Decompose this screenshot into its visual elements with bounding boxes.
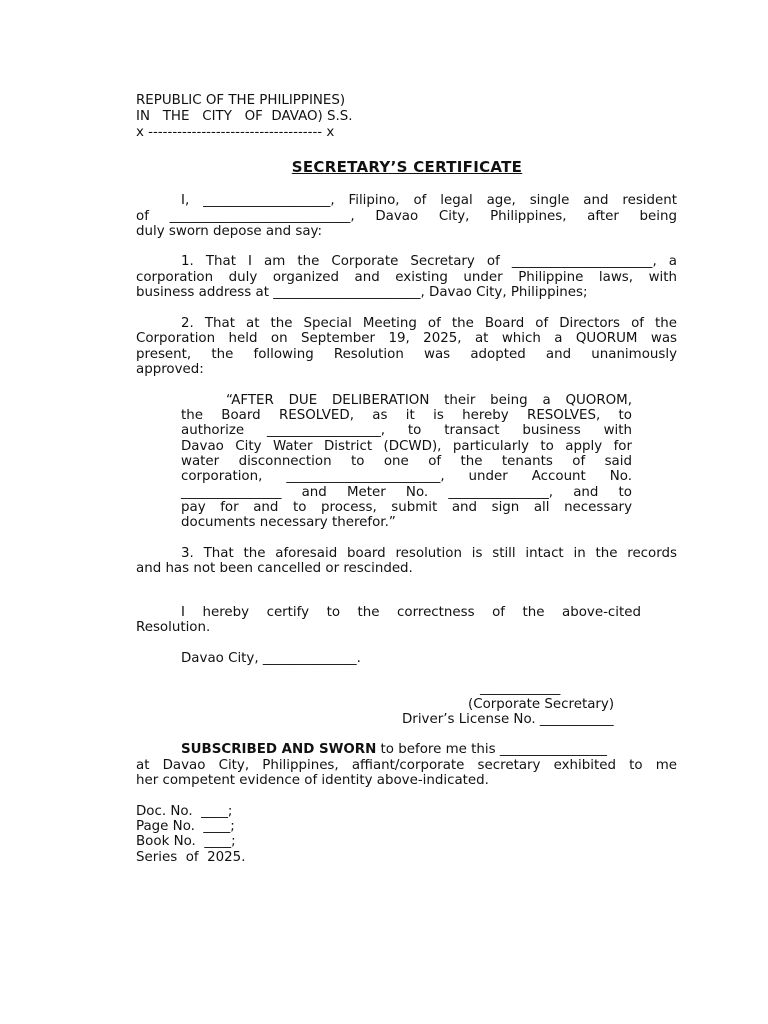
para2-line-2: Corporation held on September 19, 2025, at which a QUORUM was bbox=[136, 331, 677, 346]
venue-line-3: x ------------------------------------ x bbox=[136, 125, 335, 140]
jurat-line-3: her competent evidence of identity above-indicated. bbox=[136, 773, 489, 788]
venue-line-2: IN THE CITY OF DAVAO) S.S. bbox=[136, 109, 353, 124]
para2-line-3: present, the following Resolution was adopted and unanimously bbox=[136, 347, 677, 362]
signatory-role: (Corporate Secretary) bbox=[468, 697, 615, 712]
jurat-heading: SUBSCRIBED AND SWORN bbox=[181, 742, 377, 757]
resolution-line-1: “AFTER DUE DELIBERATION their being a QUOROM, bbox=[226, 393, 632, 408]
resolution-line-6: corporation, _______________________, under Account No. bbox=[181, 469, 632, 484]
jurat-line-1 bbox=[181, 742, 607, 758]
document-title: SECRETARY’S CERTIFICATE bbox=[291, 158, 523, 176]
resolution-line-3: authorize _________________, to transact business with bbox=[181, 423, 632, 438]
signature-blank: ____________ bbox=[480, 681, 561, 696]
para2-line-4: approved: bbox=[136, 362, 204, 377]
intro-line-1: I, ___________________, Filipino, of legal age, single and resident bbox=[181, 193, 677, 208]
certify-line-1: I hereby certify to the correctness of the above-cited bbox=[181, 605, 641, 620]
resolution-line-7: _______________ and Meter No. _______________, and to bbox=[181, 485, 632, 500]
jurat-line-1-rest: to before me this ________________ bbox=[376, 742, 607, 757]
resolution-line-8: pay for and to process, submit and sign all necessary bbox=[181, 500, 632, 515]
doc-no: Doc. No. ____; bbox=[136, 804, 233, 819]
para2-line-1: 2. That at the Special Meeting of the Board of Directors of the bbox=[181, 316, 677, 331]
resolution-line-2: the Board RESOLVED, as it is hereby RESOLVES, to bbox=[181, 408, 632, 423]
date-line: Davao City, ______________. bbox=[181, 651, 361, 666]
page-no: Page No. ____; bbox=[136, 819, 235, 834]
resolution-line-9: documents necessary therefor.” bbox=[181, 515, 396, 530]
intro-line-3: duly sworn depose and say: bbox=[136, 224, 323, 239]
series-line: Series of 2025. bbox=[136, 850, 246, 865]
para1-line-1: 1. That I am the Corporate Secretary of _____________________, a bbox=[181, 254, 677, 269]
drivers-license-line: Driver’s License No. ___________ bbox=[402, 712, 614, 727]
para3-line-2: and has not been cancelled or rescinded. bbox=[136, 561, 413, 576]
resolution-line-4: Davao City Water District (DCWD), particularly to apply for bbox=[181, 439, 632, 454]
book-no: Book No. ____; bbox=[136, 834, 236, 849]
intro-line-2: of ___________________________, Davao City, Philippines, after being bbox=[136, 209, 677, 224]
venue-line-1: REPUBLIC OF THE PHILIPPINES) bbox=[136, 93, 346, 108]
para3-line-1: 3. That the aforesaid board resolution is still intact in the records bbox=[181, 546, 677, 561]
certify-line-2: Resolution. bbox=[136, 620, 211, 635]
para1-line-3: business address at ______________________, Davao City, Philippines; bbox=[136, 285, 588, 300]
jurat-line-2: at Davao City, Philippines, affiant/corporate secretary exhibited to me bbox=[136, 758, 677, 773]
para1-line-2: corporation duly organized and existing under Philippine laws, with bbox=[136, 270, 677, 285]
resolution-line-5: water disconnection to one of the tenants of said bbox=[181, 454, 632, 469]
